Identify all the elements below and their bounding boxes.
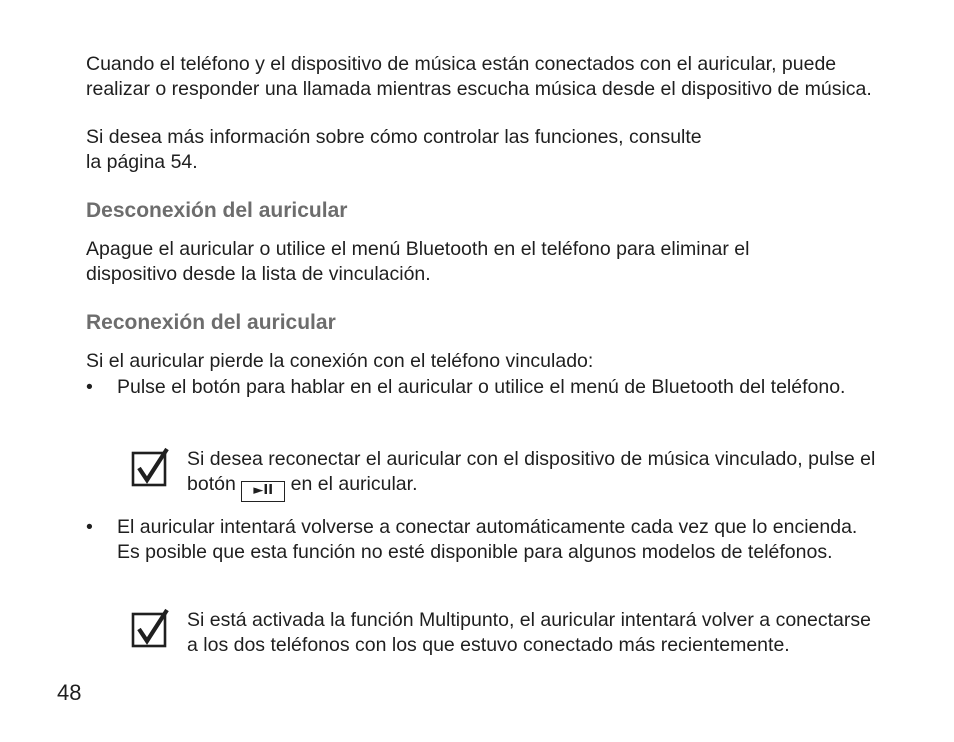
note-1-text-before: Si desea reconectar el auricular con el dispositivo de música vinculado, pulse el botón: [187, 448, 876, 495]
note-1-text: [187, 447, 877, 502]
heading-reconnect: Reconexión del auricular: [86, 311, 336, 334]
note-1-text-after: en el auricular.: [290, 473, 418, 495]
bullet-marker: •: [86, 516, 93, 538]
checkbox-check-icon: [130, 447, 170, 487]
intro-paragraph: Cuando el teléfono y el dispositivo de música están conectados con el auricular, puede realizar o responder una llamada mientras escucha música desde el dispositivo de música.: [86, 53, 872, 100]
note-2-text: Si está activada la función Multipunto, el auricular intentará volver a conectarse a los dos teléfonos con los que estuvo conectado más recientemente.: [187, 609, 871, 656]
bullet-1-text: Pulse el botón para hablar en el auricular o utilice el menú de Bluetooth del teléfono.: [117, 376, 846, 398]
bullet-2-text: El auricular intentará volverse a conectar automáticamente cada vez que lo encienda. Es posible que esta función no esté disponible para algunos modelos de teléfonos.: [117, 516, 858, 563]
play-pause-button-icon: ►II: [241, 481, 285, 502]
reconnect-intro: Si el auricular pierde la conexión con el teléfono vinculado:: [86, 350, 594, 372]
heading-disconnect: Desconexión del auricular: [86, 199, 348, 222]
checkbox-check-icon: [130, 608, 170, 648]
intro-reference-line2: la página 54.: [86, 151, 198, 173]
disconnect-body: Apague el auricular o utilice el menú Bluetooth en el teléfono para eliminar el dispositivo desde la lista de vinculación.: [86, 238, 750, 285]
intro-reference-line1: Si desea más información sobre cómo controlar las funciones, consulte: [86, 126, 702, 148]
page-number: 48: [57, 680, 82, 705]
bullet-marker: •: [86, 376, 93, 398]
